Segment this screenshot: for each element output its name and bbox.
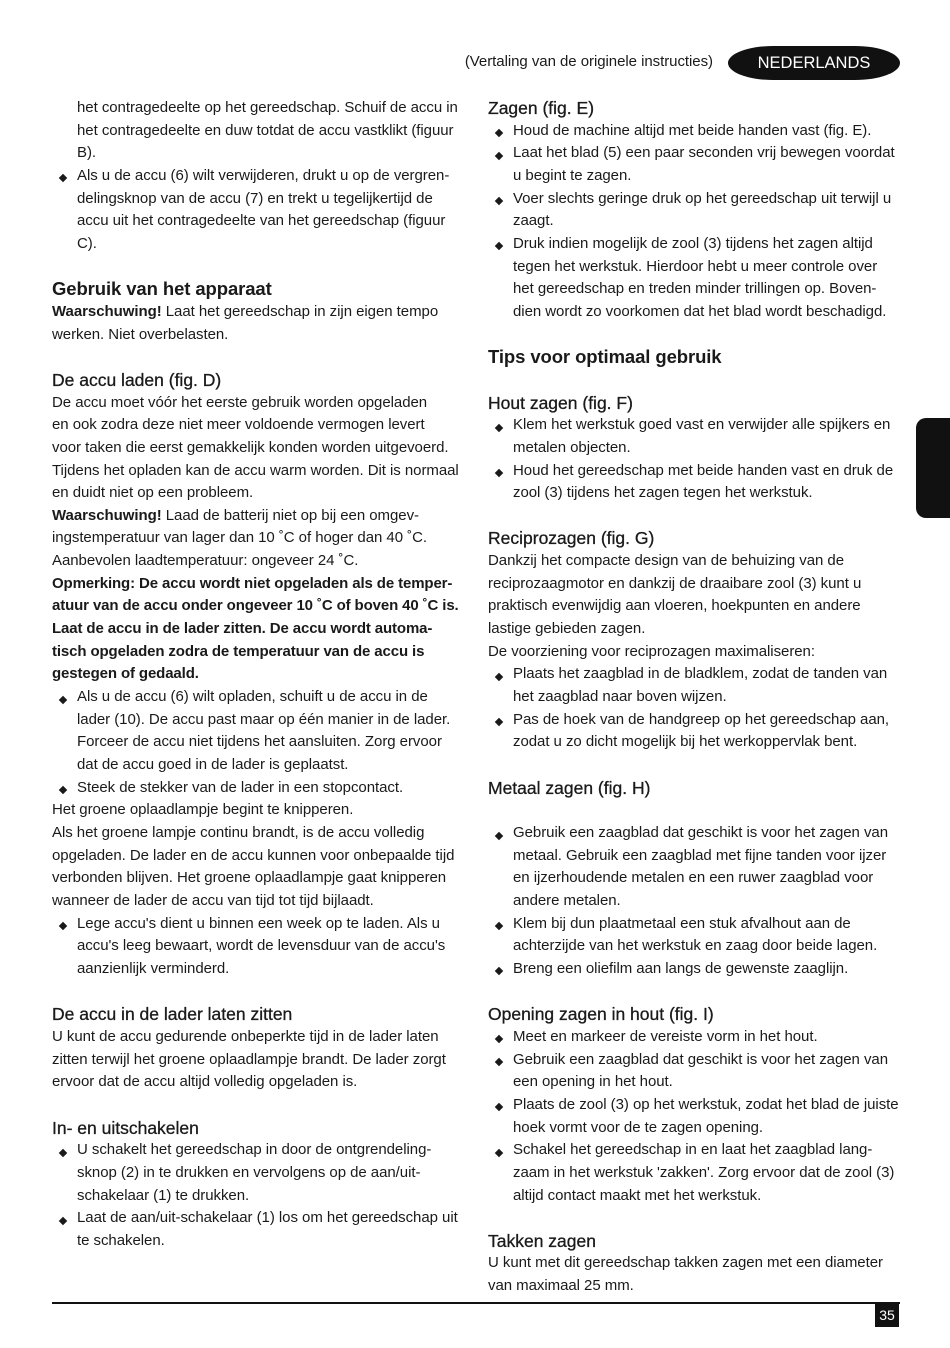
language-badge — [728, 46, 900, 80]
text-line: en duidt niet op een probleem. — [52, 484, 254, 502]
text-line: Klem bij dun plaatmetaal een stuk afvalhout aan de — [513, 914, 851, 932]
left-column — [52, 97, 462, 1252]
text-line: Steek de stekker van de lader in een stopcontact. — [77, 778, 404, 796]
bullet-item — [52, 777, 462, 800]
text-line: Laat de aan/uit-schakelaar (1) los om het gereedschap uit — [77, 1209, 458, 1227]
text-line: voor taken die eerst gemakkelijk konden worden uitgevoerd. — [52, 438, 449, 456]
section-continuation — [52, 97, 462, 256]
section-gebruik-van-het-apparaat — [52, 278, 462, 346]
text-line: ervoor dat de accu altijd volledig opgeladen is. — [52, 1073, 358, 1091]
text-line: U schakelt het gereedschap in door de ontgrendeling- — [77, 1141, 432, 1159]
text-line: het contragedeelte en duw totdat de accu vastklikt (figuur — [77, 121, 454, 139]
bullet-item — [488, 1049, 903, 1094]
text-line: het gereedschap en treden minder trillingen op. Boven- — [513, 280, 877, 298]
section-zagen-fig-e — [488, 97, 903, 324]
text-line: zitten terwijl het groene oplaadlampje brandt. De lader zorgt — [52, 1050, 446, 1068]
text-line: metaal. Gebruik een zaagblad met fijne tanden voor ijzer — [513, 846, 887, 864]
section-opening-zagen-in-hout-fig-i — [488, 1003, 903, 1207]
text-line: een opening in het hout. — [513, 1073, 673, 1091]
subsection-heading: De accu in de lader laten zitten — [52, 1004, 293, 1025]
bullet-item — [488, 1026, 903, 1049]
text-line: C). — [77, 234, 97, 252]
text-line: andere metalen. — [513, 891, 621, 909]
text-line: van maximaal 25 mm. — [488, 1277, 634, 1295]
text-line: Laat het blad (5) een paar seconden vrij bewegen voordat — [513, 144, 895, 162]
bullet-item — [488, 958, 903, 981]
bullet-item — [488, 142, 903, 187]
warning-label: Waarschuwing! — [52, 302, 162, 320]
text-line: tegen het werkstuk. Hierdoor hebt u meer controle over — [513, 257, 878, 275]
footer-rule — [52, 1302, 900, 1304]
text-line — [52, 505, 462, 528]
text-line: Houd het gereedschap met beide handen vast en druk de — [513, 461, 894, 479]
bullet-item — [52, 686, 462, 777]
text-line: zool (3) tijdens het zagen tegen het werkstuk. — [513, 484, 813, 502]
text-line: te schakelen. — [77, 1231, 165, 1249]
page-number: 35 — [875, 1304, 899, 1327]
bullet-item — [488, 822, 903, 913]
text-line: aanzienlijk verminderd. — [77, 959, 230, 977]
bullet-item — [488, 913, 903, 958]
text-line: Breng een oliefilm aan langs de gewenste zaaglijn. — [513, 959, 849, 977]
section-hout-zagen-fig-f — [488, 392, 903, 505]
text-line: en ijzerhoudende metalen en een ruwer zaagblad voor — [513, 869, 874, 887]
text-line: De voorziening voor reciprozagen maximaliseren: — [488, 642, 815, 660]
text-line: werken. Niet overbelasten. — [52, 325, 229, 343]
text-run: Laat het gereedschap in zijn eigen tempo — [161, 302, 439, 320]
note-paragraph — [52, 573, 462, 686]
text-line: delingsknop van de accu (7) en trekt u tegelijkertijd de — [77, 189, 433, 207]
paragraph — [52, 505, 462, 573]
text-line: Druk indien mogelijk de zool (3) tijdens het zagen altijd — [513, 234, 873, 252]
language-label: NEDERLANDS — [757, 54, 871, 72]
bullet-item — [52, 165, 462, 256]
text-line: en ook zodra deze niet meer voldoende vermogen levert — [52, 416, 425, 434]
text-line: Tijdens het opladen kan de accu warm worden. Dit is normaal — [52, 461, 459, 479]
translation-note: (Vertaling van de originele instructies) — [464, 53, 713, 70]
text-line: tisch opgeladen zodra de temperatuur van de accu is — [52, 642, 425, 660]
text-line: achterzijde van het werkstuk en zaag door beide lagen. — [513, 937, 878, 955]
text-line: zodat u zo dicht mogelijk bij het werkoppervlak bent. — [513, 733, 858, 751]
warning-label: Waarschuwing! — [52, 506, 162, 524]
bullet-item — [52, 1139, 462, 1207]
bullet-item — [488, 188, 903, 233]
subsection-heading: In- en uitschakelen — [52, 1117, 199, 1138]
text-line: U kunt met dit gereedschap takken zagen met een diameter — [488, 1254, 883, 1272]
text-line: reciprozaagmotor en dankzij de draaibare zool (3) kunt u — [488, 574, 862, 592]
section-heading: Gebruik van het apparaat — [52, 278, 272, 300]
text-line: Pas de hoek van de handgreep op het gereedschap aan, — [513, 710, 890, 728]
subsection-heading: Metaal zagen (fig. H) — [488, 777, 651, 798]
text-line: Schakel het gereedschap in en laat het zaagblad lang- — [513, 1141, 873, 1159]
chapter-tab — [916, 418, 950, 518]
text-line: Meet en markeer de vereiste vorm in het hout. — [513, 1027, 818, 1045]
text-line: u begint te zagen. — [513, 166, 632, 184]
text-line: U kunt de accu gedurende onbeperkte tijd in de lader laten — [52, 1027, 439, 1045]
paragraph — [488, 641, 903, 664]
text-line: Gebruik een zaagblad dat geschikt is voor het zagen van — [513, 824, 888, 841]
text-line: Forceer de accu niet tijdens het aansluiten. Zorg ervoor — [77, 733, 442, 751]
subsection-heading: Takken zagen — [488, 1230, 596, 1251]
right-column — [488, 97, 903, 1298]
section-reciprozagen-fig-g — [488, 527, 903, 754]
text-line: B). — [77, 144, 97, 162]
text-line: Lege accu's dient u binnen een week op te laden. Als u — [77, 914, 440, 932]
text-line: praktisch evenwijdig aan vloeren, hoekpunten en andere — [488, 597, 861, 615]
text-line: wanneer de lader de accu van tijd tot tijd bijlaadt. — [52, 891, 374, 909]
bullet-item — [488, 414, 903, 459]
text-line: lastige gebieden zagen. — [488, 620, 646, 638]
section-takken-zagen — [488, 1230, 903, 1298]
text-line: Gebruik een zaagblad dat geschikt is voor het zagen van — [513, 1050, 888, 1068]
text-line: hoek vormt voor de te zagen opening. — [513, 1118, 764, 1136]
text-line: altijd contact maakt met het werkstuk. — [513, 1186, 762, 1204]
subsection-heading: De accu laden (fig. D) — [52, 369, 222, 390]
text-line: Als u de accu (6) wilt verwijderen, drukt u op de vergren- — [77, 166, 450, 184]
text-line: Klem het werkstuk goed vast en verwijder alle spijkers en — [513, 416, 891, 434]
text-line: De accu moet vóór het eerste gebruik worden opgeladen — [52, 393, 428, 411]
bullet-item — [488, 233, 903, 324]
text-line: Opmerking: De accu wordt niet opgeladen als de temper- — [52, 574, 453, 592]
text-line: gestegen of gedaald. — [52, 665, 199, 683]
text-line: sknop (2) in te drukken en vervolgens op de aan/uit- — [77, 1163, 421, 1181]
subsection-heading: Hout zagen (fig. F) — [488, 392, 633, 413]
text-line: accu uit het contragedeelte van het gereedschap (figuur — [77, 212, 446, 230]
section-heading: Tips voor optimaal gebruik — [488, 346, 722, 368]
text-line: Voer slechts geringe druk op het gereedschap uit terwijl u — [513, 189, 892, 207]
text-line: Als het groene lampje continu brandt, is de accu volledig — [52, 824, 425, 841]
text-line: atuur van de accu onder ongeveer 10 ˚C of boven 40 ˚C is. — [52, 597, 459, 615]
text-run: Laad de batterij niet op bij een omgev- — [161, 506, 419, 524]
bullet-item — [52, 913, 462, 981]
paragraph — [52, 799, 462, 822]
text-line: Plaats het zaagblad in de bladklem, zodat de tanden van — [513, 665, 888, 683]
bullet-item — [488, 709, 903, 754]
bullet-item — [52, 1207, 462, 1252]
text-line: accu's leeg bewaart, wordt de levensduur van de accu's — [77, 937, 446, 955]
paragraph — [488, 1252, 903, 1297]
text-line: Aanbevolen laadtemperatuur: ongeveer 24 ˚C. — [52, 552, 359, 570]
text-line: lader (10). De accu past maar op één manier in de lader. — [77, 710, 451, 728]
text-line: dat de accu goed in de lader is geplaatst. — [77, 756, 349, 774]
paragraph — [52, 1026, 462, 1094]
section-de-accu-in-de-lader-laten-zitten — [52, 1003, 462, 1094]
bullet-item — [488, 663, 903, 708]
text-line: Als u de accu (6) wilt opladen, schuift u de accu in de — [77, 688, 428, 706]
subsection-heading: Opening zagen in hout (fig. I) — [488, 1004, 714, 1025]
paragraph — [52, 392, 462, 505]
section-metaal-zagen-fig-h — [488, 777, 903, 981]
text-line: opgeladen. De lader en de accu kunnen voor onbepaalde tijd — [52, 846, 455, 864]
text-line: zaagt. — [513, 212, 554, 230]
bullet-item — [488, 1094, 903, 1139]
bullet-item — [488, 460, 903, 505]
text-line: het contragedeelte op het gereedschap. Schuif de accu in — [77, 99, 458, 116]
bullet-item — [488, 120, 903, 143]
text-line: dien wordt zo voorkomen dat het blad wordt beschadigd. — [513, 302, 887, 320]
subsection-heading: Zagen (fig. E) — [488, 98, 595, 118]
section-tips-voor-optimaal-gebruik — [488, 346, 903, 369]
indented-paragraph — [52, 97, 462, 165]
paragraph — [52, 301, 462, 346]
text-line: ingstemperatuur van lager dan 10 ˚C of hoger dan 40 ˚C. — [52, 529, 427, 547]
text-line: Houd de machine altijd met beide handen vast (fig. E). — [513, 121, 872, 139]
paragraph — [52, 822, 462, 913]
bullet-item — [488, 1139, 903, 1207]
section-de-accu-laden-fig-d — [52, 369, 462, 981]
paragraph — [488, 550, 903, 641]
section-in-en-uitschakelen — [52, 1117, 462, 1253]
text-line: verbonden blijven. Het groene oplaadlampje gaat knipperen — [52, 869, 447, 887]
text-line: Laat de accu in de lader zitten. De accu wordt automa- — [52, 620, 433, 638]
text-line: Plaats de zool (3) op het werkstuk, zodat het blad de juiste — [513, 1095, 899, 1113]
text-line: Het groene oplaadlampje begint te knipperen. — [52, 801, 354, 819]
subsection-heading: Reciprozagen (fig. G) — [488, 528, 655, 549]
text-line: Dankzij het compacte design van de behuizing van de — [488, 552, 845, 570]
text-line: het zaagblad naar boven wijzen. — [513, 688, 727, 706]
text-line — [52, 301, 462, 324]
text-line: metalen objecten. — [513, 438, 631, 456]
text-line: zaam in het werkstuk 'zakken'. Zorg ervoor dat de zool (3) — [513, 1163, 895, 1181]
text-line: schakelaar (1) te drukken. — [77, 1186, 250, 1204]
